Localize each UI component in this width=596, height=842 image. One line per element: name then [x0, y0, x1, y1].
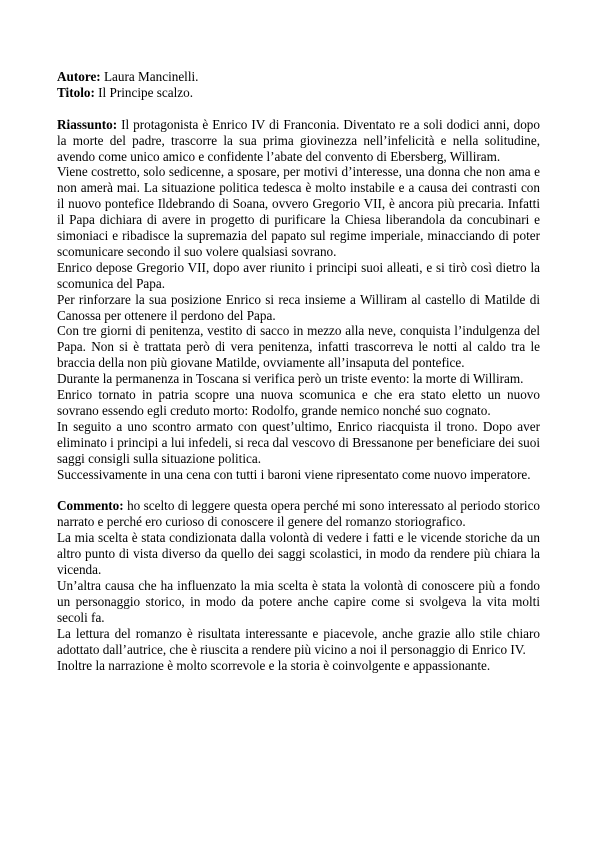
summary-paragraph: Viene costretto, solo sedicenne, a sposare, per motivi d’interesse, una donna che non ama e non amerà mai. La situazione politica tedesca è molto instabile e a causa dei contrasti con il nuovo pontefice Ildebrando di Soana, ovvero Gregorio VII, è ancora più precaria. Infatti il Papa dichiara di avere in progetto di purificare la Chiesa liberandola da concubinari e simoniaci e ribadisce la supremazia del papato sul regime imperiale, minacciando di poter scomunicare secondo il suo volere qualsiasi sovrano.: [57, 164, 540, 259]
summary-paragraph: In seguito a uno scontro armato con quest’ultimo, Enrico riacquista il trono. Dopo aver eliminato i principi a lui infedeli, si reca dal vescovo di Bressanone per beneficiare dei suoi saggi consigli sulla situazione politica.: [57, 418, 540, 466]
summary-paragraph: Durante la permanenza in Toscana si verifica però un triste evento: la morte di Williram.: [57, 371, 524, 387]
comment-text: ho scelto di leggere questa opera perché mi sono interessato al periodo storico narrato e perché ero curioso di conoscere il genere del romanzo storiografico.: [57, 498, 541, 530]
comment-paragraph: La lettura del romanzo è risultata interessante e piacevole, anche grazie allo stile chiaro adottato dall’autrice, che è riuscita a rendere più vicino a noi il personaggio di Enrico IV.: [57, 625, 540, 657]
author-line: [57, 69, 540, 85]
comment-paragraph: [57, 498, 540, 530]
summary-paragraph: Successivamente in una cena con tutti i baroni viene ripresentato come nuovo imperatore.: [57, 466, 531, 482]
author-value: Laura Mancinelli.: [104, 69, 199, 84]
summary-paragraph: Enrico tornato in patria scopre una nuova scomunica e che era stato eletto un nuovo sovrano essendo egli creduto morto: Rodolfo, grande nemico nonché suo cognato.: [57, 387, 540, 419]
spacer: [57, 101, 540, 117]
summary-paragraph: Enrico depose Gregorio VII, dopo aver riunito i principi suoi alleati, e si tirò così dietro la scomunica del Papa.: [57, 259, 540, 291]
summary-paragraph: Per rinforzare la sua posizione Enrico si reca insieme a Williram al castello di Matilde di Canossa per ottenere il perdono del Papa.: [57, 291, 540, 323]
summary-paragraph: [57, 117, 540, 165]
comment-paragraph: La mia scelta è stata condizionata dalla volontà di vedere i fatti e le vicende storiche da un altro punto di vista diverso da quello dei saggi scolastici, in modo da rendere più chiara la vicenda.: [57, 530, 540, 578]
title-value: Il Principe scalzo.: [98, 84, 193, 100]
summary-paragraph: Con tre giorni di penitenza, vestito di sacco in mezzo alla neve, conquista l’indulgenza del Papa. Non si è trattata però di vera penitenza, infatti trascorreva le notti al caldo tra le braccia della non più giovane Matilde, ovviamente all’insaputa del pontefice.: [57, 323, 540, 371]
title-label: Titolo:: [57, 84, 95, 100]
document-page: [57, 69, 540, 673]
author-label: Autore:: [57, 69, 101, 84]
title-line: [57, 85, 540, 101]
spacer: [57, 483, 540, 499]
comment-paragraph: Inoltre la narrazione è molto scorrevole e la storia è coinvolgente e appassionante.: [57, 657, 491, 673]
summary-label: Riassunto:: [57, 116, 118, 132]
comment-paragraph: Un’altra causa che ha influenzato la mia scelta è stata la volontà di conoscere più a fondo un personaggio storico, in modo da potere anche capire come si svolgeva la vita molti secoli fa.: [57, 577, 540, 625]
summary-text: Il protagonista è Enrico IV di Franconia. Diventato re a soli dodici anni, dopo la morte del padre, trascorre la sua prima giovinezza nell’infelicità e nella solitudine, avendo come unico amico e confidente l’abate del convento di Ebersberg, Williram.: [57, 116, 540, 164]
comment-label: Commento:: [57, 498, 124, 514]
